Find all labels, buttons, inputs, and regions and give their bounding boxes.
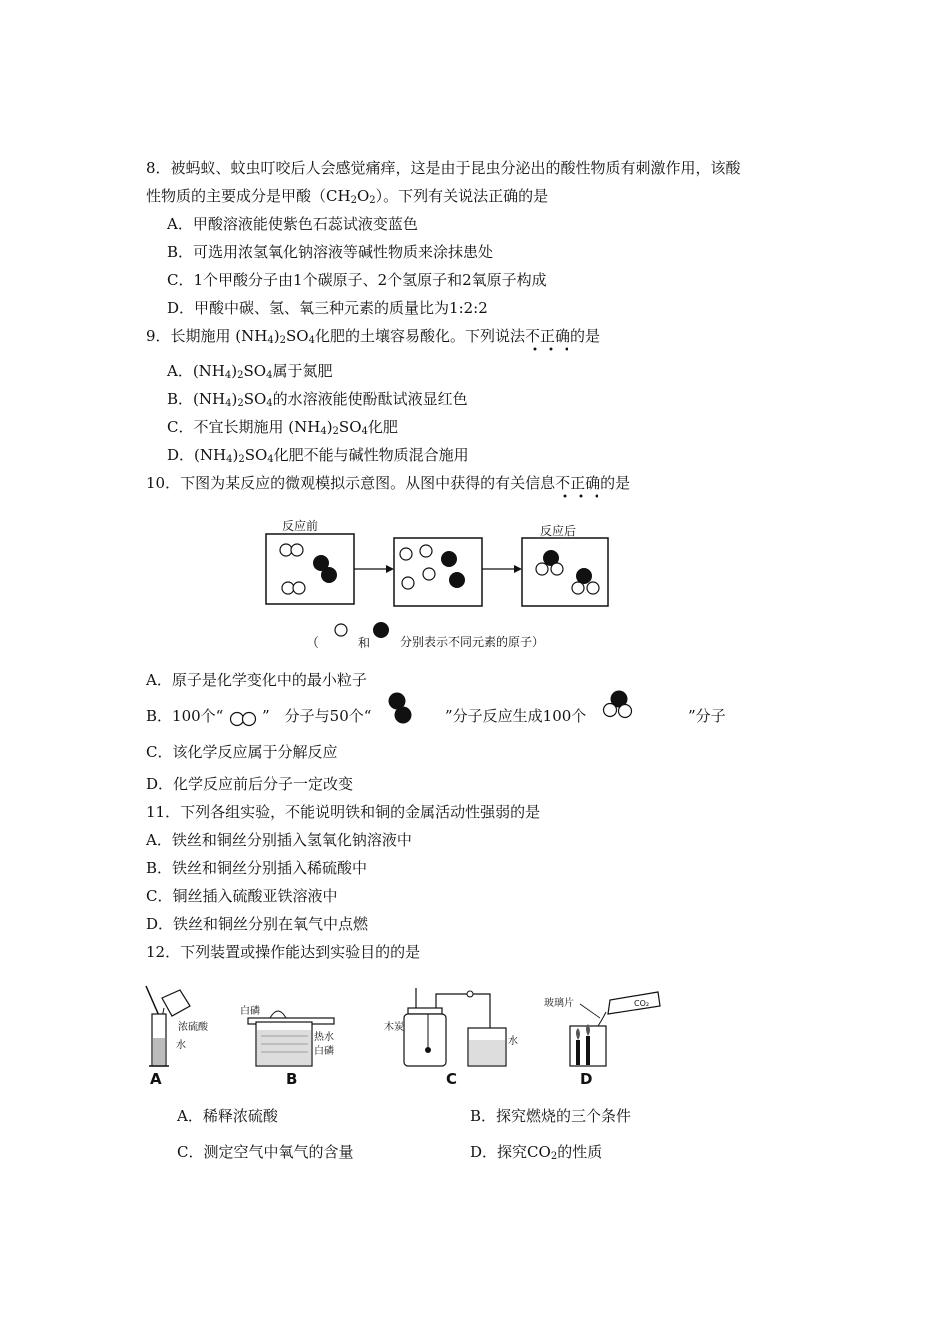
q9-stem	[146, 326, 600, 346]
paren: )	[273, 327, 280, 345]
paren: )	[231, 390, 238, 408]
label-d-co2: CO₂	[634, 999, 650, 1008]
subscript: 4	[267, 335, 274, 346]
q9-option-d	[167, 445, 469, 465]
formula-so: SO	[244, 446, 268, 464]
label-b-phosphorus-bottom: 白磷	[314, 1046, 334, 1057]
white-atom	[293, 582, 305, 594]
emphasis-not-correct: 不正确	[524, 327, 570, 345]
label-b-hot-water: 热水	[314, 1032, 334, 1043]
q8-stem-text: O	[356, 187, 370, 205]
option-text: B．(NH	[167, 390, 226, 408]
q9-option-c	[167, 417, 398, 437]
q8-stem-text: 性物质的主要成分是甲酸（CH	[146, 187, 351, 205]
q10-option-d: D．化学反应前后分子一定改变	[146, 775, 354, 793]
arrow-2-head	[514, 565, 522, 573]
subscript: 4	[266, 398, 273, 409]
label-before-reaction: 反应前	[282, 519, 319, 533]
molecule-white-pair-icon	[229, 710, 259, 728]
option-text: 属于氮肥	[272, 362, 333, 380]
q11-option-a: A．铁丝和铜丝分别插入氢氧化钠溶液中	[146, 831, 412, 849]
box-after	[522, 538, 608, 606]
black-atom	[441, 551, 457, 567]
emphasis-not-correct: 不正确	[555, 474, 601, 492]
label-after-reaction: 反应后	[540, 524, 577, 538]
subscript: 2	[238, 454, 245, 465]
option-text: 的水溶液能使酚酞试液显红色	[272, 390, 468, 408]
subscript: 4	[266, 370, 273, 381]
subscript: 2	[237, 370, 244, 381]
white-atom	[402, 577, 414, 589]
q12-option-b: B．探究燃烧的三个条件	[470, 1107, 632, 1125]
option-text: 的性质	[557, 1143, 603, 1161]
q10-stem	[146, 473, 630, 493]
subscript: 2	[550, 1151, 558, 1162]
q8-option-d: D．甲酸中碳、氢、氧三种元素的质量比为1:2:2	[167, 299, 488, 317]
white-atom	[423, 568, 435, 580]
white-atom	[420, 545, 432, 557]
paren: )	[232, 446, 239, 464]
label-c-water: 水	[508, 1036, 518, 1047]
q8-stem-line1: 8．被蚂蚁、蚊虫叮咬后人会感觉痛痒，这是由于昆虫分泌出的酸性物质有刺激作用，该酸	[146, 159, 741, 177]
q10-stem-text: 的是	[600, 474, 631, 492]
q10-stem-text: 10．下图为某反应的微观模拟示意图。从图中获得的有关信息	[146, 474, 556, 492]
option-text: 化肥不能与碱性物质混合施用	[273, 446, 469, 464]
q12-option-c: C．测定空气中氧气的含量	[177, 1143, 354, 1161]
apparatus-c	[384, 988, 518, 1088]
label-a-water: 水	[176, 1040, 186, 1051]
label-c-charcoal: 木炭	[384, 1022, 404, 1033]
subscript: 2	[350, 195, 357, 206]
q9-stem-text: 化肥的土壤容易酸化。下列说法	[314, 327, 525, 345]
q8-stem-line2	[146, 186, 548, 206]
legend-and: 和	[358, 636, 371, 650]
q11-option-c: C．铜丝插入硫酸亚铁溶液中	[146, 887, 338, 905]
white-atom	[400, 548, 412, 560]
subscript: 2	[332, 426, 339, 437]
subscript: 4	[308, 335, 315, 346]
q11-stem: 11．下列各组实验，不能说明铁和铜的金属活动性强弱的是	[146, 803, 541, 821]
subscript: 2	[369, 195, 376, 206]
legend-text: 分别表示不同元素的原子）	[400, 635, 545, 649]
apparatus-b	[240, 1004, 334, 1088]
paren: )	[326, 418, 333, 436]
q8-option-a: A．甲酸溶液能使紫色石蕊试液变蓝色	[167, 215, 418, 233]
q12-option-d	[470, 1142, 602, 1162]
q9-option-a	[167, 361, 332, 381]
q10-option-c: C．该化学反应属于分解反应	[146, 743, 338, 761]
q12-stem: 12．下列装置或操作能达到实验目的的是	[146, 943, 421, 961]
fig-label-c: C	[446, 1070, 458, 1088]
fig-label-b: B	[286, 1070, 298, 1088]
option-text: D．探究CO	[470, 1143, 551, 1161]
white-atom	[551, 563, 563, 575]
q12-option-a: A．稀释浓硫酸	[177, 1107, 278, 1125]
q10-option-b-part2: ” 分子与50个“	[262, 707, 372, 725]
option-text: C．不宜长期施用 (NH	[167, 418, 321, 436]
q10-option-b-part4: ”分子	[688, 707, 726, 725]
option-text: 化肥	[367, 418, 398, 436]
molecule-black-pair-icon	[385, 690, 415, 726]
q11-option-b: B．铁丝和铜丝分别插入稀硫酸中	[146, 859, 368, 877]
subscript: 4	[225, 398, 232, 409]
white-atom	[282, 582, 294, 594]
molecule-product-icon	[597, 688, 637, 722]
subscript: 2	[279, 335, 286, 346]
box-before	[266, 534, 354, 604]
white-atom	[587, 582, 599, 594]
q8-option-b: B．可选用浓氢氧化钠溶液等碱性物质来涂抹患处	[167, 243, 494, 261]
label-a-acid: 浓硫酸	[178, 1022, 208, 1033]
label-b-phosphorus-top: 白磷	[240, 1006, 260, 1017]
subscript: 2	[237, 398, 244, 409]
black-atom	[449, 572, 465, 588]
arrow-1-head	[386, 565, 394, 573]
q11-option-d: D．铁丝和铜丝分别在氧气中点燃	[146, 915, 369, 933]
fig-label-a: A	[150, 1070, 162, 1088]
apparatus-a	[146, 986, 209, 1088]
subscript: 4	[361, 426, 368, 437]
formula-so: SO	[338, 418, 362, 436]
subscript: 4	[267, 454, 274, 465]
white-atom	[280, 544, 292, 556]
paren: )	[231, 362, 238, 380]
formula-so: SO	[243, 390, 267, 408]
subscript: 4	[320, 426, 327, 437]
option-text: A．(NH	[167, 362, 225, 380]
formula-so: SO	[243, 362, 267, 380]
q9-stem-text: 的是	[569, 327, 600, 345]
option-text: D．(NH	[167, 446, 227, 464]
q10-option-a: A．原子是化学变化中的最小粒子	[146, 671, 367, 689]
q12-apparatus-figure	[140, 978, 670, 1090]
legend-white-atom	[335, 624, 347, 636]
reaction-diagram	[260, 512, 620, 662]
q9-option-b	[167, 389, 468, 409]
legend-open-paren: （	[306, 636, 320, 651]
white-atom	[572, 582, 584, 594]
q8-stem-text: ）。下列有关说法正确的是	[375, 187, 549, 205]
formula-so: SO	[285, 327, 309, 345]
legend-black-atom	[373, 622, 389, 638]
q10-option-b-part3: ”分子反应生成100个	[445, 707, 587, 725]
q9-stem-text: 9．长期施用 (NH	[146, 327, 268, 345]
option-text: B．100个“	[146, 707, 224, 725]
white-atom	[291, 544, 303, 556]
subscript: 4	[226, 454, 233, 465]
subscript: 4	[224, 370, 232, 381]
q8-option-c: C．1个甲酸分子由1个碳原子、2个氢原子和2氧原子构成	[167, 271, 547, 289]
apparatus-d	[544, 992, 660, 1088]
black-atom	[321, 567, 337, 583]
fig-label-d: D	[580, 1070, 593, 1088]
label-d-glass-plate: 玻璃片	[544, 998, 574, 1009]
white-atom	[536, 563, 548, 575]
